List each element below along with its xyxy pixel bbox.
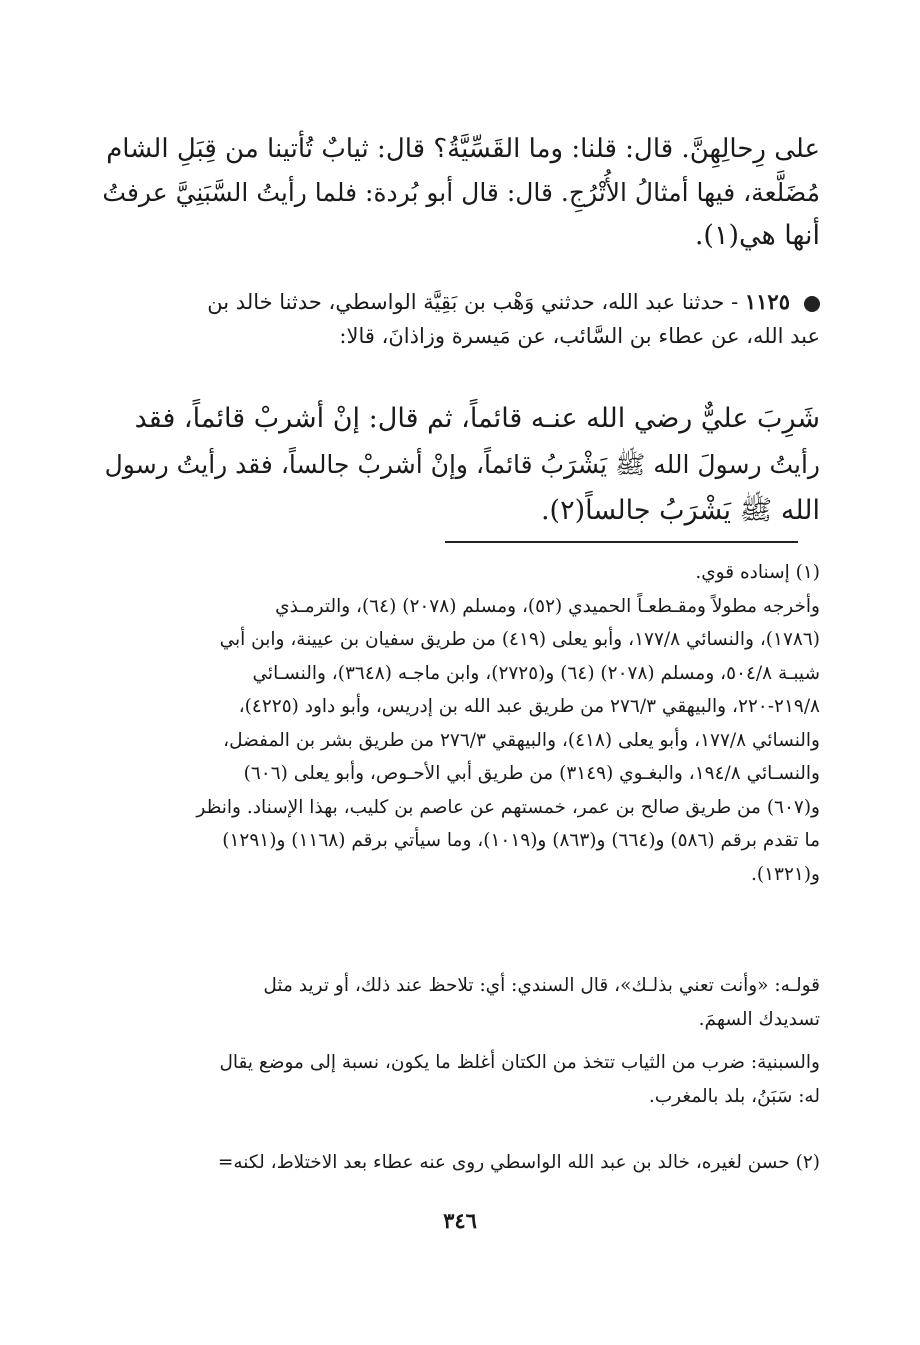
footnote-line: والنسـائي ١٩٤/٨، والبغـوي (٣١٤٩) من طريق أبي الأحـوص، وأبو يعلى (٦٠٦) xyxy=(243,763,820,784)
footnote-line: (١٧٨٦)، والنسائي ١٧٧/٨، وأبو يعلى (٤١٩) من طريق سفيان بن عيينة، وابن أبي xyxy=(219,629,820,650)
footnote-line: له: سَبَنُ، بلد بالمغرب. xyxy=(648,1085,820,1107)
footnote-line: و(١٣٢١). xyxy=(750,863,820,885)
hadith-chain-text: - حدثنا عبد الله، حدثني وَهْب بن بَقِيَّة الواسطي، حدثنا خالد بن xyxy=(207,290,739,314)
footnote-line: والسبنية: ضرب من الثياب تتخذ من الكتان أغلظ ما يكون، نسبة إلى موضع يقال xyxy=(219,1052,820,1073)
footnote-line: شيبـة ٥٠٤/٨، ومسلم (٢٠٧٨) (٦٤) و(٢٧٢٥)، وابن ماجـه (٣٦٤٨)، والنسـائي xyxy=(252,662,820,684)
footnote-line: (١) إسناده قوي. xyxy=(695,562,820,583)
hadith-number: ١١٢٥ xyxy=(744,289,790,314)
footnote-2 xyxy=(100,1146,820,1180)
hadith-body xyxy=(100,396,820,534)
footnote-divider xyxy=(445,541,798,543)
footnote-sabaniyya xyxy=(100,1046,820,1113)
footnote-line: (٢) حسن لغيره، خالد بن عبد الله الواسطي روى عنه عطاء بعد الاختلاط، لكنه= xyxy=(217,1152,820,1173)
footnote-explanation xyxy=(100,969,820,1036)
footnote-line: والنسائي ١٧٧/٨، وأبو يعلى (٤١٨)، والبيهقي ٢٧٦/٣ من طريق بشر بن المفضل، xyxy=(223,729,820,751)
footnote-line: ٢١٩/٨-٢٢٠، والبيهقي ٢٧٦/٣ من طريق عبد الله بن إدريس، وأبو داود (٤٢٢٥)، xyxy=(238,696,820,717)
bullet-dot-icon xyxy=(804,296,820,312)
footnote-line: ما تقدم برقم (٥٨٦) و(٦٦٤) و(٨٦٣) و(١٠١٩)، وما سيأتي برقم (١١٦٨) و(١٢٩١) xyxy=(222,830,820,851)
text-line: أنها هي(١). xyxy=(694,220,820,251)
footnote-line: تسديدك السهمَ. xyxy=(698,1008,820,1030)
text-line: عبد الله، عن عطاء بن السَّائب، عن مَيسرة وزاذانَ، قالا: xyxy=(339,324,820,348)
hadith-chain xyxy=(100,285,820,353)
footnote-line: قولـه: «وأنت تعني بذلـك»، قال السندي: أي: تلاحظ عند ذلك، أو تريد مثل xyxy=(263,975,820,996)
text-line: شَرِبَ عليٌّ رضي الله عنـه قائماً، ثم قال: إنْ أشربْ قائماً، فقد xyxy=(134,403,820,434)
continued-paragraph xyxy=(100,128,820,257)
footnote-1 xyxy=(100,556,820,891)
text-line: الله ﷺ يَشْرَبُ جالساً(٢). xyxy=(540,495,820,526)
text-line xyxy=(100,285,820,319)
footnote-line: وأخرجه مطولاً ومقـطعـاً الحميدي (٥٢)، ومسلم (٢٠٧٨) (٦٤)، والترمـذي xyxy=(275,595,820,617)
text-line: مُضَلَّعة، فيها أمثالُ الأُتْرُجِ. قال: قال أبو بُردة: فلما رأيتُ السَّبَنِيَّ عرفتُ xyxy=(102,178,820,207)
footnote-line: و(٦٠٧) من طريق صالح بن عمر، خمستهم عن عاصم بن كليب، بهذا الإسناد. وانظر xyxy=(196,796,820,818)
text-line: رأيتُ رسولَ الله ﷺ يَشْرَبُ قائماً، وإنْ أشربْ جالساً، فقد رأيتُ رسول xyxy=(104,450,820,479)
page-number: ٣٤٦ xyxy=(443,1208,477,1233)
text-line: على رِحالِهِنَّ. قال: قلنا: وما القَسِّيَّةُ؟ قال: ثيابٌ تُأتينا من قِبَلِ الشام xyxy=(106,134,820,164)
